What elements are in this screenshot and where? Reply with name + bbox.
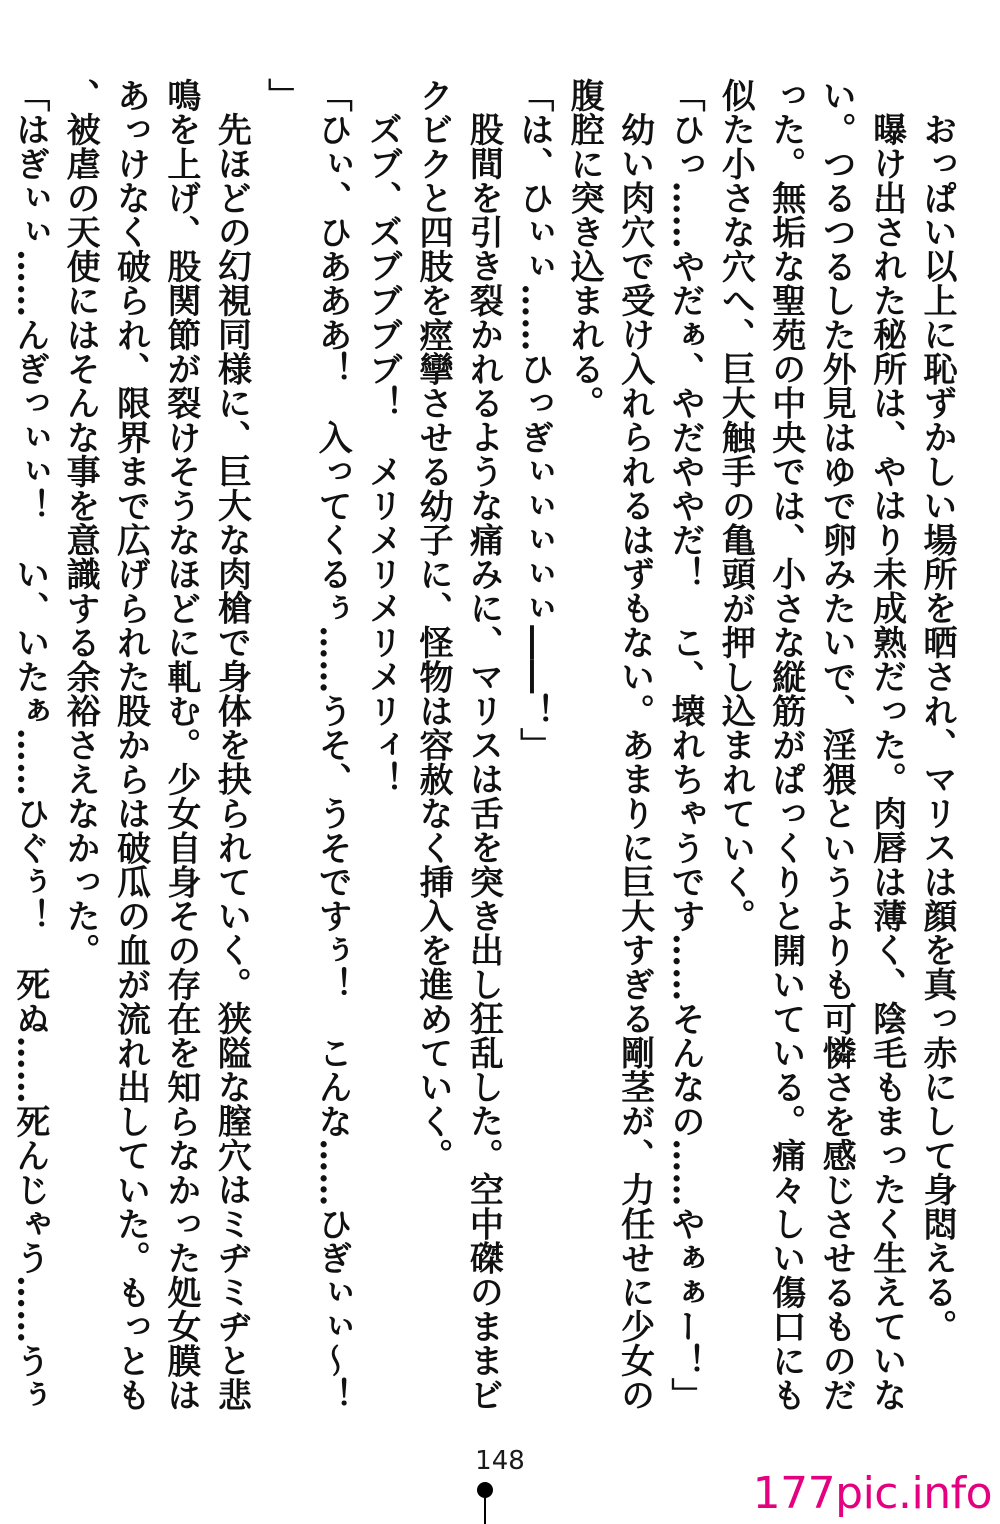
watermark: 177pic.info (752, 1468, 992, 1519)
paragraph: おっぱい以上に恥ずかしい場所を晒され、マリスは顔を真っ赤にして身悶える。 (917, 112, 957, 1344)
sound-effect-line: ズブ、ズブブブブ！ メリメリメリメリィ！ (362, 112, 403, 796)
page-number: 148 (475, 1446, 525, 1476)
dialogue-line: 「は、ひぃぃ……ひっぎぃぃぃぃぃ――！」 (513, 78, 554, 762)
paragraph: 幼い肉穴で受け入れられるはずもない。あまりに巨大すぎる剛茎が、力任せに少女の腹腔に突き込まれる。 (564, 78, 655, 1412)
paragraph: 曝け出された秘所は、やはり未成熟だった。肉唇は薄く、陰毛もまったく生えていない。つるつるした外見はゆで卵みたいで、淫猥というよりも可憐さを感じさせるものだった。無垢な聖苑の中央では、小さな縦筋がぱっくりと開いている。痛々しい傷口にも似た小さな穴へ、巨大触手の亀頭が押し込まれていく。 (715, 78, 907, 1412)
paragraph: 股間を引き裂かれるような痛みに、マリスは舌を突き出し狂乱した。空中磔のままビクビクと四肢を痙攣させる幼子に、怪物は容赦なく挿入を進めていく。 (412, 78, 504, 1412)
paragraph: 先ほどの幻視同様に、巨大な肉槍で身体を抉られていく。狭隘な膣穴はミヂミヂと悲鳴を上げ、股関節が裂けそうなほどに軋む。少女自身その存在を知らなかった処女膜はあっけなく破られ、限界まで広げられた股からは破瓜の血が流れ出していた。もっとも、被虐の天使にはそんな事を意識する余裕さえなかった。 (60, 78, 252, 1412)
dialogue-line: 「ひっ……やだぁ、やだややだ！ こ、壊れちゃうです……そんなの……やぁぁー！」 (664, 78, 705, 1412)
dialogue-line: 「はぎぃぃ……んぎっぃぃ！ い、いたぁ……ひぐぅ！ 死ぬ……死んじゃう……うぅ (9, 78, 50, 1412)
dialogue-line: 「ひぃ、ひあああ！ 入ってくるぅ……うそ、うそですぅ！ こんな……ひぎぃぃ～！」 (261, 78, 353, 1412)
vertical-text-body (9, 78, 962, 1418)
page-ornament-icon (474, 1482, 496, 1524)
